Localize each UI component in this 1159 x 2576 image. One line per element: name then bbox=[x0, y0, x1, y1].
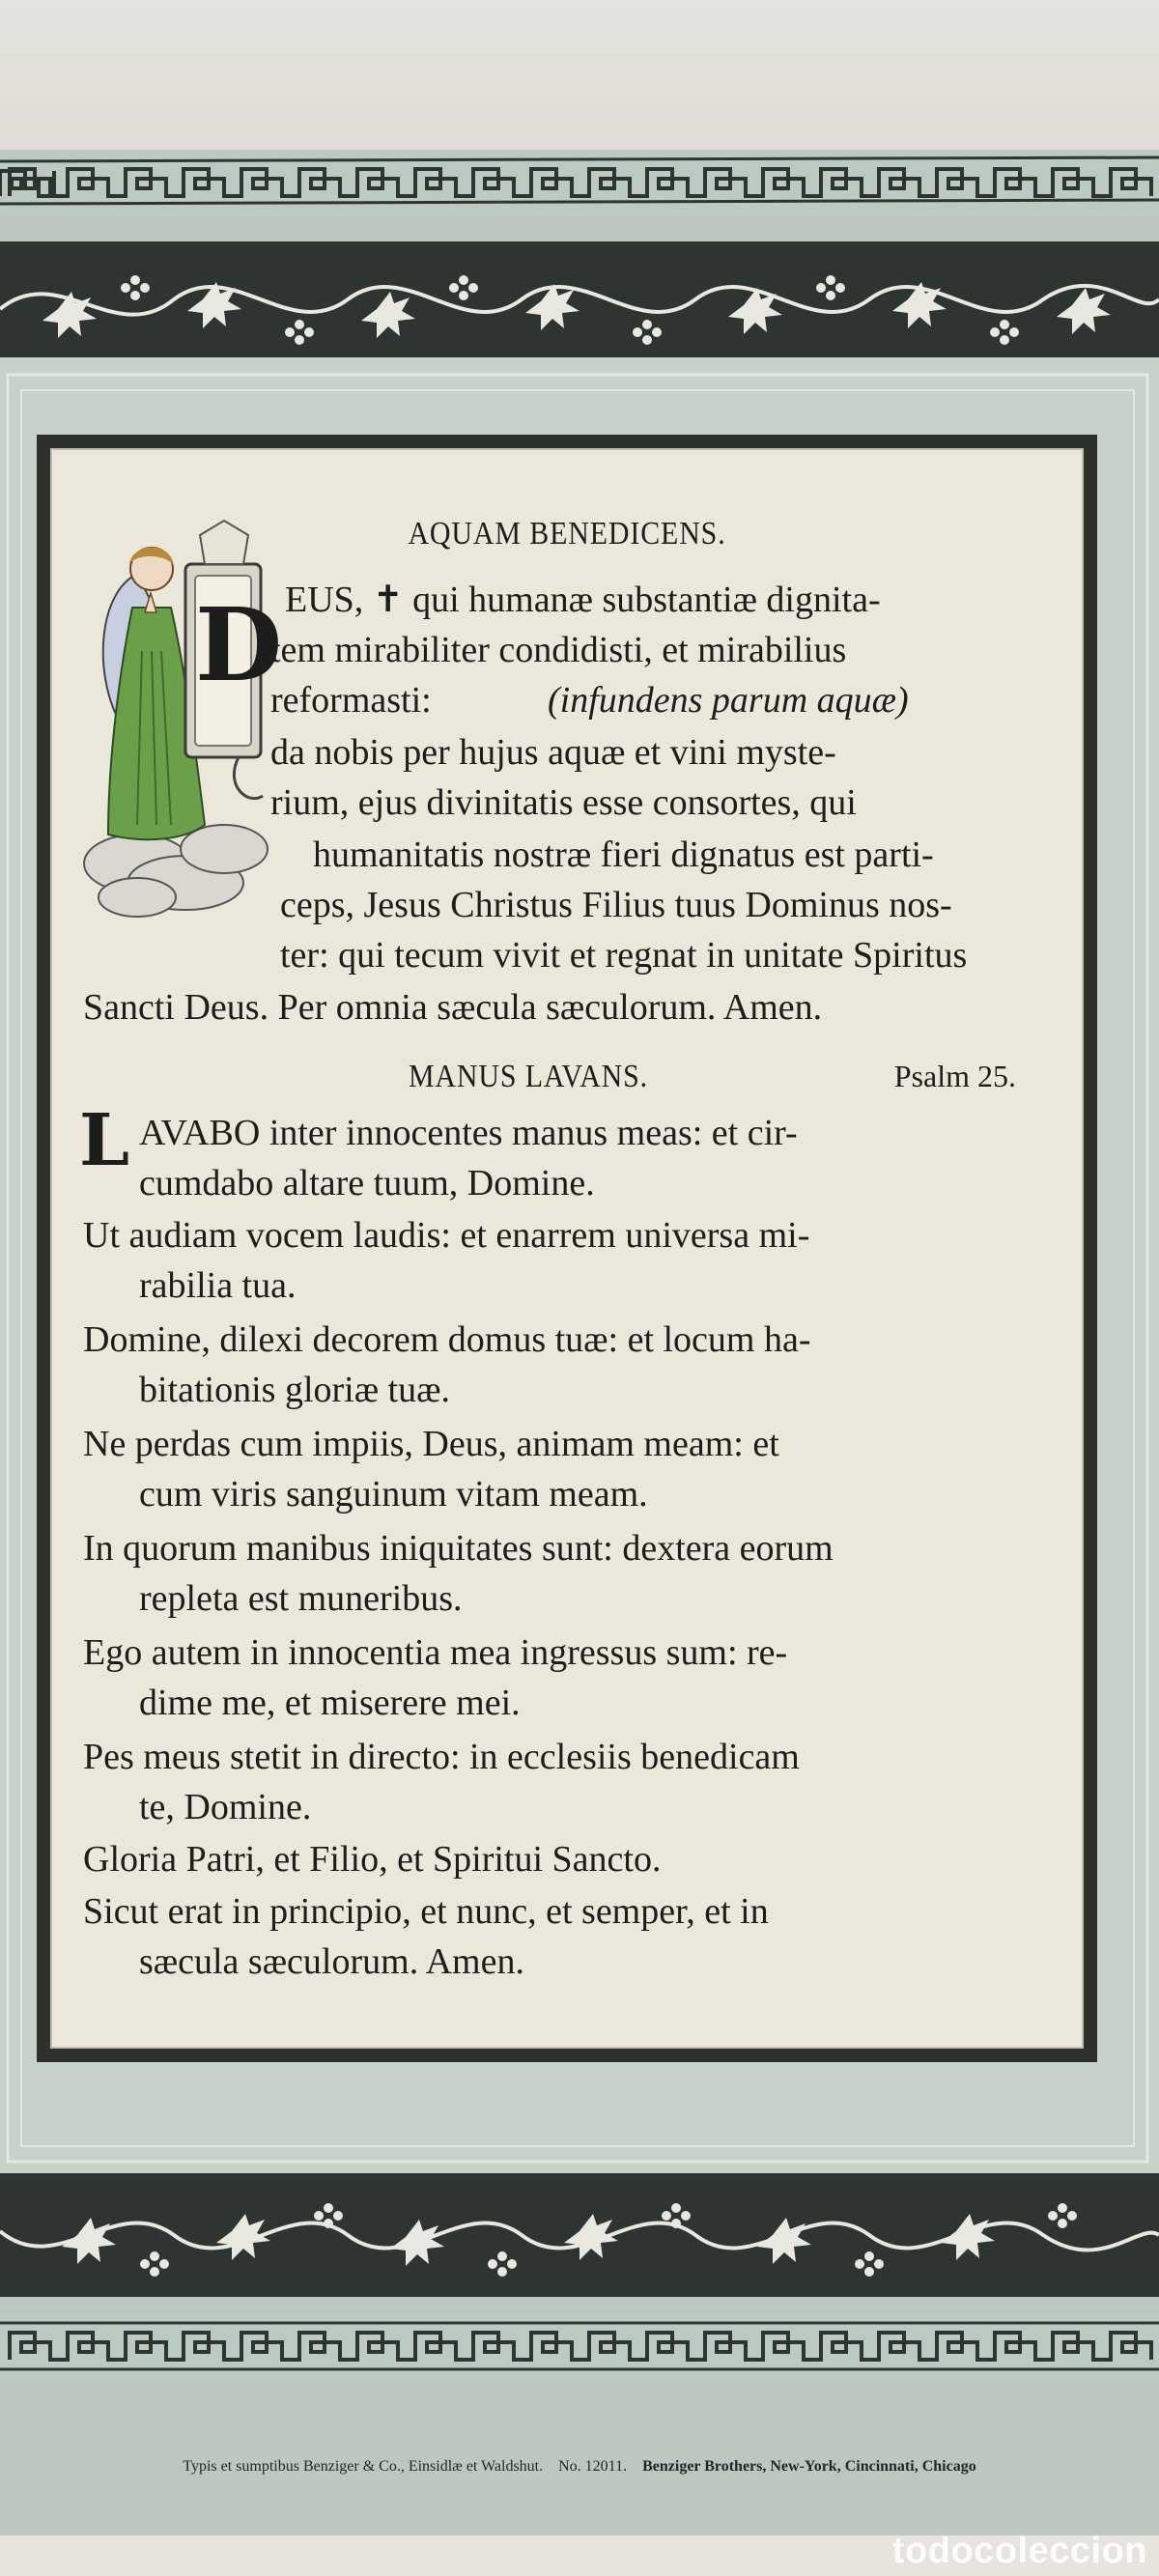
watermark-logo: todocoleccion bbox=[891, 2531, 1147, 2571]
manus-line-6: bitationis gloriæ tuæ. bbox=[139, 1370, 450, 1410]
vine-border-bottom bbox=[0, 2173, 1159, 2297]
aquam-line-3: reformasti: bbox=[270, 680, 432, 721]
aquam-line-3b: (infundens parum aquæ) bbox=[548, 680, 909, 721]
manus-line-4: rabilia tua. bbox=[139, 1265, 297, 1306]
manus-line-2: cumdabo altare tuum, Domine. bbox=[139, 1163, 595, 1203]
drop-cap-l: L bbox=[79, 1099, 130, 1182]
vine-border-top bbox=[0, 241, 1159, 365]
printer-imprint bbox=[0, 2458, 1159, 2476]
aquam-line-7: ceps, Jesus Christus Filius tuus Dominus nos- bbox=[280, 885, 952, 925]
aquam-line-2: tem mirabiliter condidisti, et mirabilius bbox=[270, 630, 847, 670]
section-heading-manus: MANUS LAVANS. bbox=[408, 1059, 649, 1094]
aquam-line-6: humanitatis nostræ fieri dignatus est parti- bbox=[313, 835, 934, 875]
manus-line-12: dime me, et miserere mei. bbox=[139, 1683, 521, 1723]
manus-line-16: Sicut erat in principio, et nunc, et semper, et in bbox=[83, 1891, 769, 1932]
drop-cap-d: D bbox=[195, 585, 283, 704]
greek-key-border-bottom bbox=[0, 2313, 1159, 2381]
greek-key-border-top bbox=[0, 150, 1159, 217]
aquam-line-5: rium, ejus divinitatis esse consortes, qui bbox=[270, 782, 857, 823]
aquam-line-9: Sancti Deus. Per omnia sæcula sæculorum. Amen. bbox=[83, 987, 823, 1028]
manus-line-1: AVABO inter innocentes manus meas: et cir- bbox=[139, 1113, 798, 1153]
manus-line-15: Gloria Patri, et Filio, et Spiritui Sancto. bbox=[83, 1839, 662, 1880]
imprint-right: Benziger Brothers, New-York, Cincinnati, Chicago bbox=[642, 2458, 976, 2475]
manus-line-8: cum viris sanguinum vitam meam. bbox=[139, 1474, 648, 1514]
manus-line-7: Ne perdas cum impiis, Deus, animam meam: et bbox=[83, 1424, 779, 1464]
text-frame bbox=[37, 435, 1097, 2062]
manus-line-9: In quorum manibus iniquitates sunt: dextera eorum bbox=[83, 1528, 834, 1569]
manus-line-17: sæcula sæculorum. Amen. bbox=[139, 1941, 524, 1982]
manus-line-3: Ut audiam vocem laudis: et enarrem universa mi- bbox=[83, 1215, 810, 1256]
manus-line-10: repleta est muneribus. bbox=[139, 1578, 463, 1619]
manus-line-13: Pes meus stetit in directo: in ecclesiis benedicam bbox=[83, 1737, 800, 1777]
psalm-reference: Psalm 25. bbox=[893, 1059, 1016, 1093]
imprint-left: Typis et sumptibus Benziger & Co., Einsidlæ et Waldshut. bbox=[183, 2458, 544, 2475]
aquam-line-4: da nobis per hujus aquæ et vini myste- bbox=[270, 732, 836, 773]
imprint-number: No. 12011. bbox=[558, 2458, 628, 2475]
manus-line-14: te, Domine. bbox=[139, 1787, 312, 1827]
aquam-line-8: ter: qui tecum vivit et regnat in unitate Spiritus bbox=[280, 935, 968, 976]
background-top bbox=[0, 0, 1159, 169]
manus-line-5: Domine, dilexi decorem domus tuæ: et locum ha- bbox=[83, 1319, 811, 1360]
manus-line-11: Ego autem in innocentia mea ingressus sum: re- bbox=[83, 1632, 788, 1673]
text-panel bbox=[50, 448, 1084, 2049]
section-heading-aquam: AQUAM BENEDICENS. bbox=[408, 516, 726, 552]
aquam-line-1: EUS, ✝ qui humanæ substantiæ dignita- bbox=[285, 580, 881, 620]
